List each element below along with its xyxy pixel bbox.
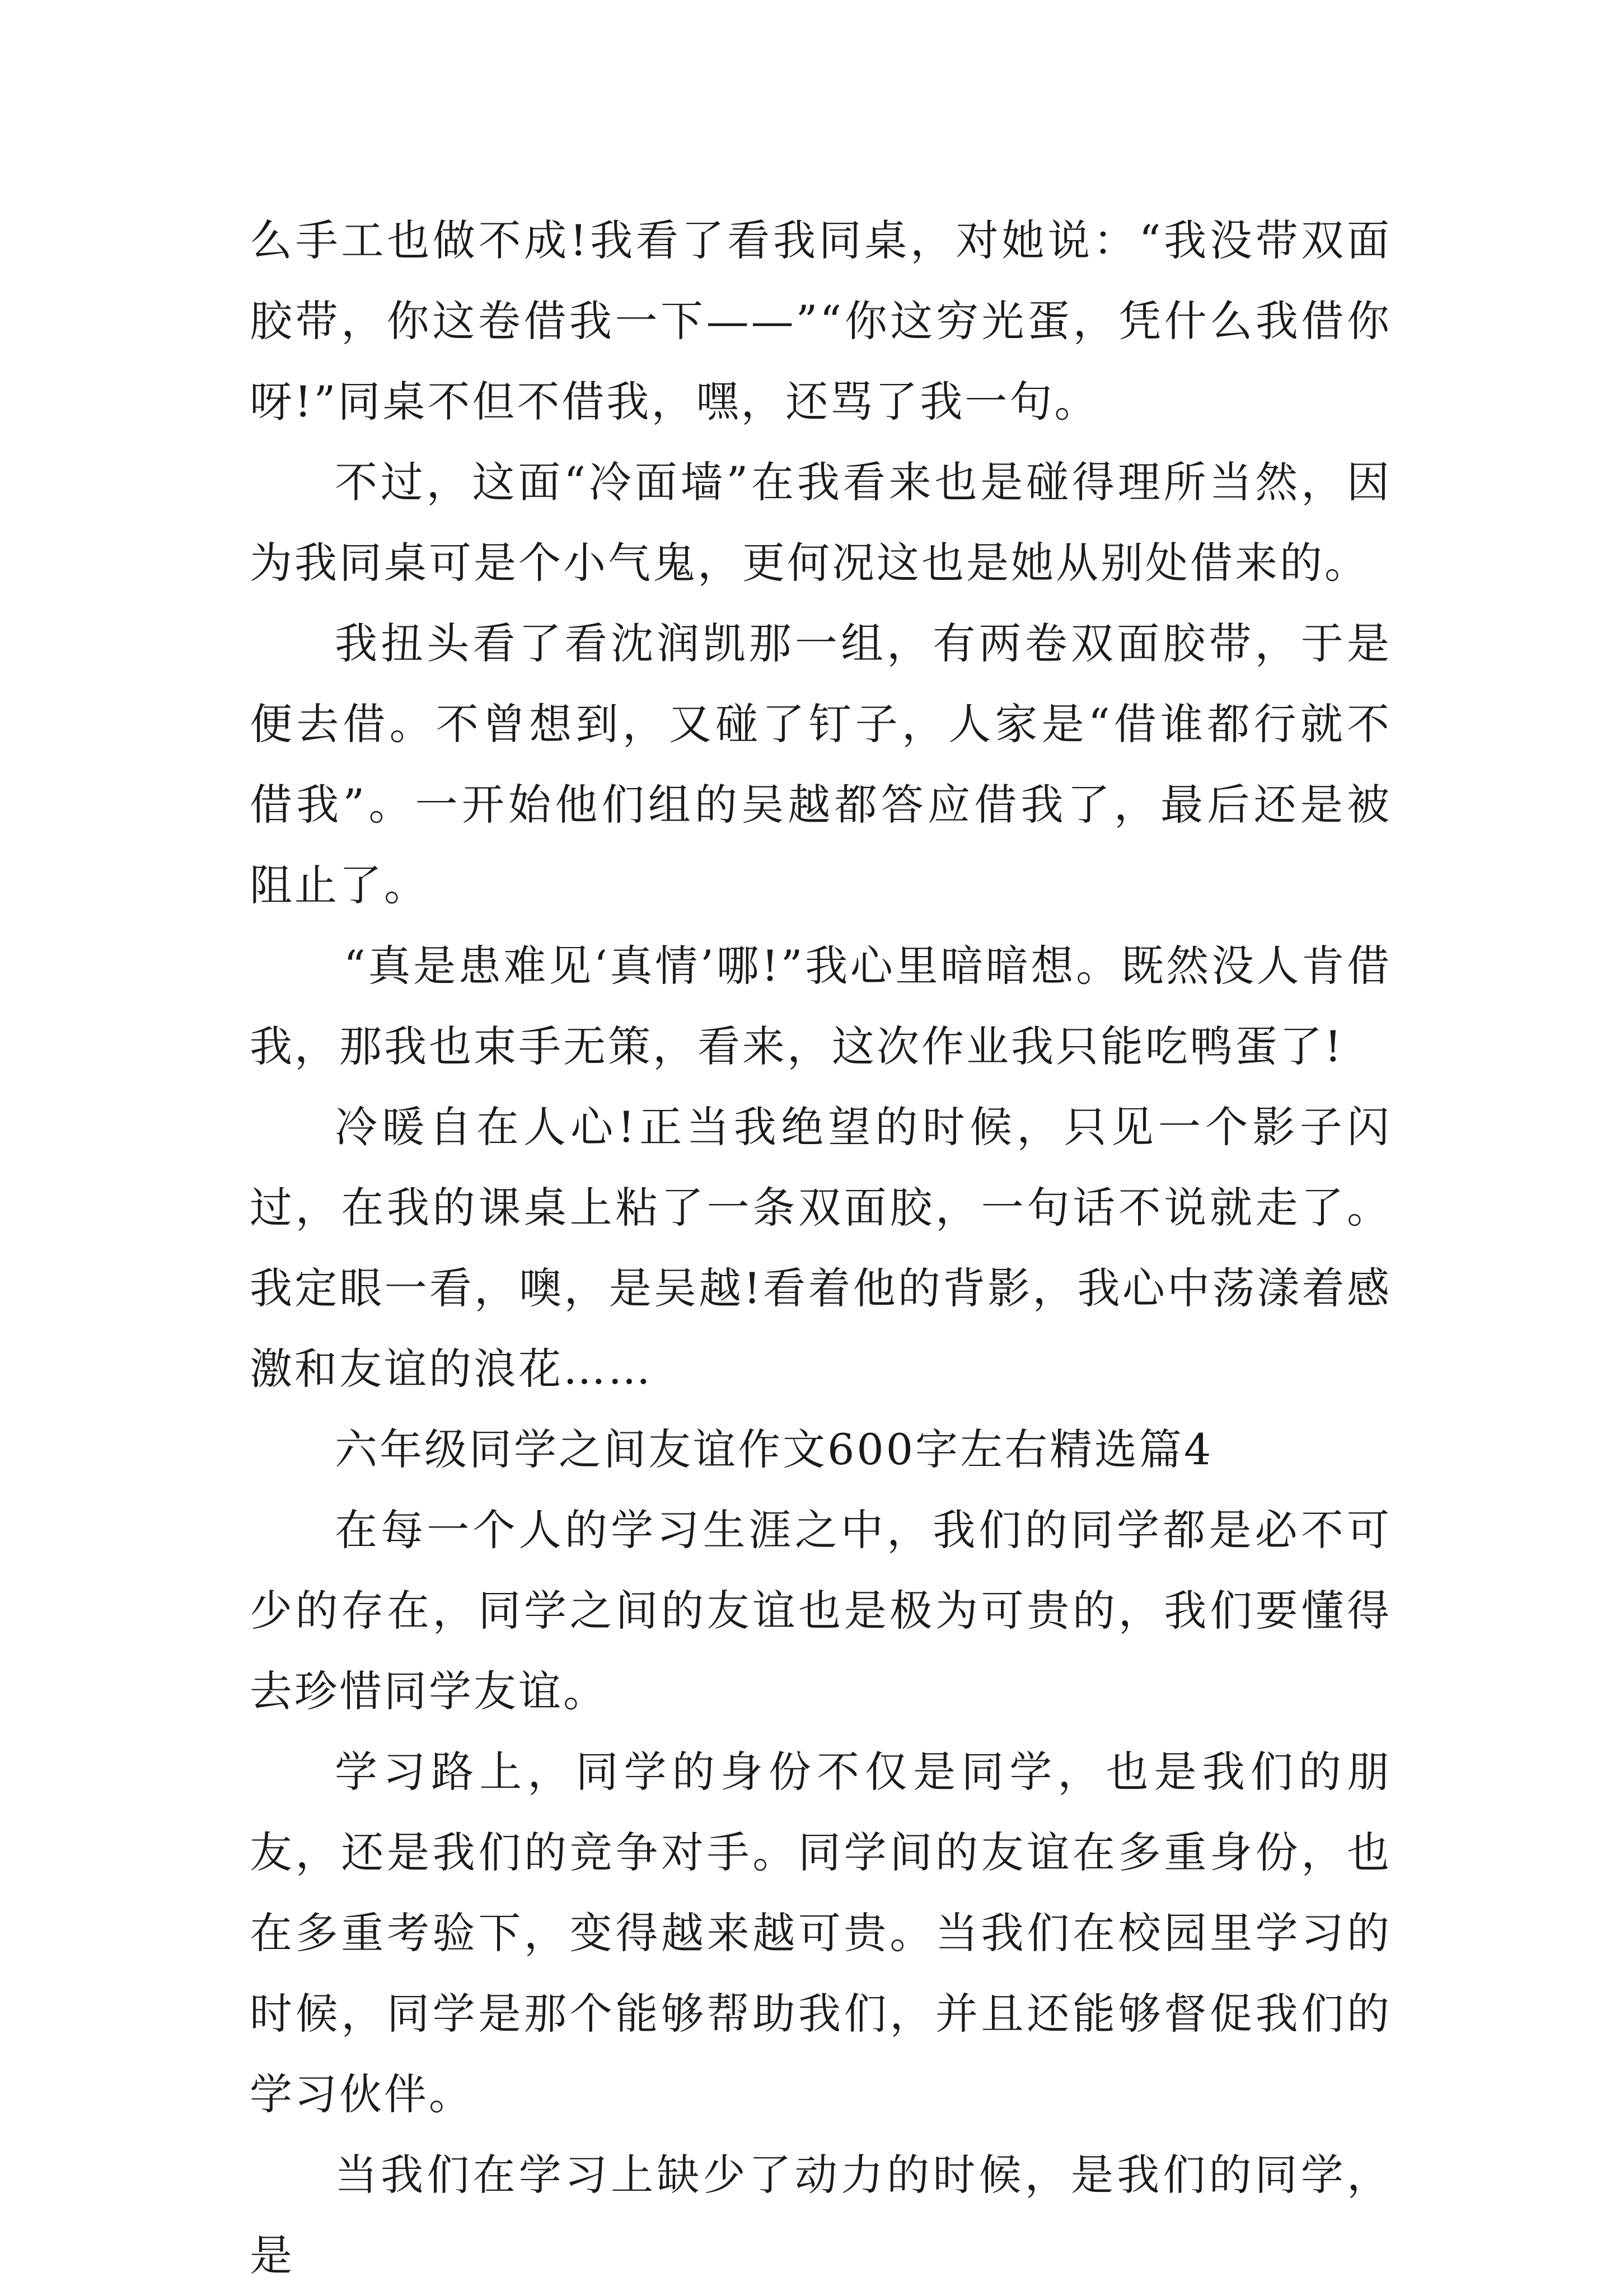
paragraph: 当我们在学习上缺少了动力的时候，是我们的同学，是: [250, 2150, 1392, 2280]
paragraph: 我扭头看了看沈润凯那一组，有两卷双面胶带，于是便去借。不曾想到，又碰了钉子，人家是“借谁都行就不借我”。一开始他们组的吴越都答应借我了，最后还是被阻止了。: [250, 618, 1392, 910]
section-heading: 六年级同学之间友谊作文600字左右精选篇4: [335, 1425, 1214, 1474]
document-body: [250, 200, 1392, 2296]
paragraph: “真是患难见‘真情’哪!”我心里暗暗想。既然没人肯借我，那我也束手无策，看来，这次作业我只能吃鸭蛋了!: [250, 941, 1392, 1071]
paragraph: 学习路上，同学的身份不仅是同学，也是我们的朋友，还是我们的竞争对手。同学间的友谊在多重身份，也在多重考验下，变得越来越可贵。当我们在校园里学习的时候，同学是那个能够帮助我们，并且还能够督促我们的学习伙伴。: [250, 1747, 1392, 2119]
paragraph: 在每一个人的学习生涯之中，我们的同学都是必不可少的存在，同学之间的友谊也是极为可贵的，我们要懂得去珍惜同学友谊。: [250, 1505, 1392, 1716]
paragraph: 不过，这面“冷面墙”在我看来也是碰得理所当然，因为我同桌可是个小气鬼，更何况这也是她从别处借来的。: [250, 457, 1392, 588]
paragraph: 冷暖自在人心!正当我绝望的时候，只见一个影子闪过，在我的课桌上粘了一条双面胶，一句话不说就走了。我定眼一看，噢，是吴越!看着他的背影，我心中荡漾着感激和友谊的浪花……: [250, 1102, 1392, 1394]
paragraph: 么手工也做不成!我看了看我同桌，对她说：“我没带双面胶带，你这卷借我一下——”“你这穷光蛋，凭什么我借你呀!”同桌不但不借我，嘿，还骂了我一句。: [250, 215, 1392, 427]
